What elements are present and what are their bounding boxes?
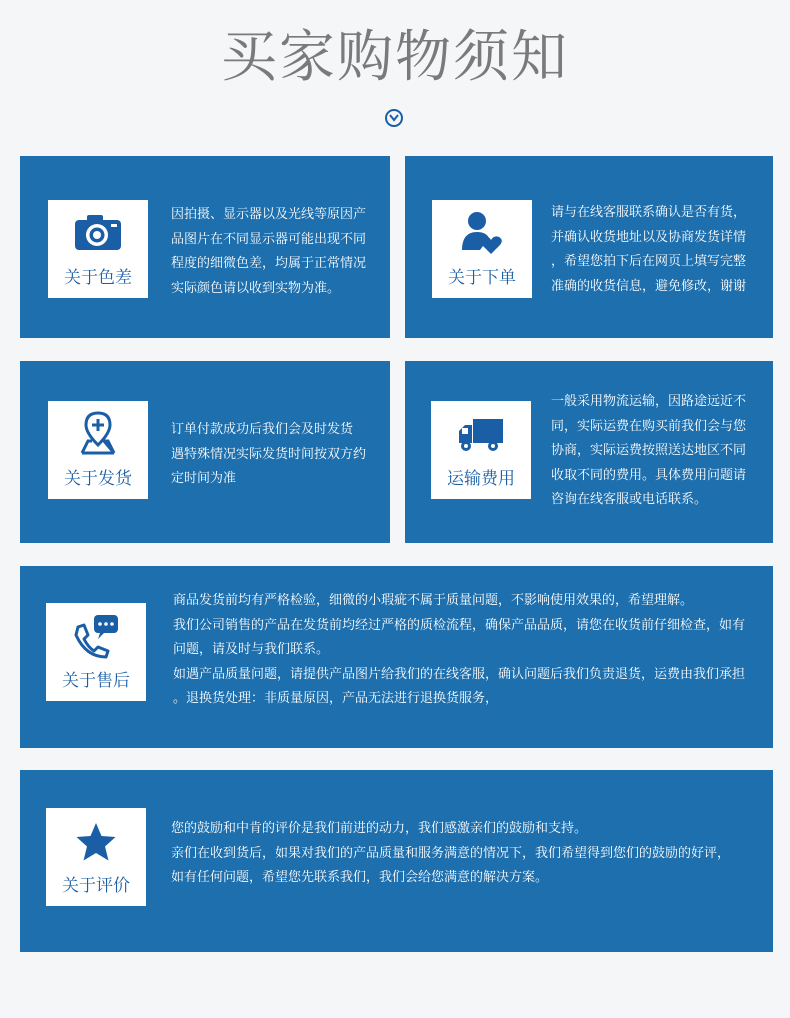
card-freight [405,361,773,543]
truck-icon [431,417,531,457]
phone-chat-icon [46,613,146,663]
text-line: 遇特殊情况实际发货时间按双方约 [171,446,367,462]
text-line: 亲们在收到货后，如果对我们的产品质量和服务满意的情况下，我们希望得到您们的鼓励的好评， [171,845,731,861]
card-label: 关于售后 [62,671,130,691]
text-line: 我们公司销售的产品在发货前均经过严格的质检流程，确保产品品质，请您在收货前仔细检查，如有 [173,617,746,633]
card-text [171,418,386,492]
chevron-down-circle-icon[interactable] [385,109,403,127]
text-line: 咨询在线客服或电话联系。 [551,492,708,507]
icon-box-color [48,200,148,298]
text-line: 订单付款成功后我们会及时发货 [171,422,354,437]
location-pin-icon [48,411,148,459]
card-text [173,589,768,712]
text-line: 并确认收货地址以及协商发货详情 [551,229,747,245]
card-text [551,201,766,299]
card-label: 关于发货 [64,469,132,489]
card-order [405,156,773,338]
page-title: 买家购物须知 [221,25,569,90]
card-label: 关于评价 [62,876,130,896]
card-shipping [20,361,390,543]
card-text [551,390,766,513]
text-line: ，希望您拍下后在网页上填写完整 [551,254,747,269]
card-after-sales [20,566,773,748]
text-line: 如有任何问题，希望您先联系我们，我们会给您满意的解决方案。 [171,870,549,885]
icon-box-review [46,808,146,906]
text-line: 定时间为准 [171,471,237,486]
camera-icon [48,212,148,256]
text-line: 协商，实际运费按照送达地区不同 [551,443,747,458]
text-line: 请与在线客服联系确认是否有货， [551,205,747,220]
icon-box-shipping [48,401,148,499]
text-line: 。退换货处理：非质量原因，产品无法进行退换货服务， [173,691,499,706]
icon-box-after-sales [46,603,146,701]
card-label: 运输费用 [447,469,515,489]
text-line: 因拍摄、显示器以及光线等原因产 [171,207,367,222]
text-line: 一般采用物流运输，因路途远近不 [551,394,747,409]
text-line: 实际颜色请以收到实物为准。 [171,280,341,296]
card-label: 关于下单 [448,268,516,288]
star-icon [46,822,146,866]
text-line: 您的鼓励和中肯的评价是我们前进的动力，我们感激亲们的鼓励和支持。 [171,821,588,836]
card-color-difference [20,156,390,338]
text-line: 商品发货前均有严格检验，细微的小瑕疵不属于质量问题，不影响使用效果的，希望理解。 [173,593,694,608]
user-heart-icon [432,210,532,260]
card-review [20,770,773,952]
text-line: 问题，请及时与我们联系。 [173,642,330,657]
text-line: 如遇产品质量问题，请提供产品图片给我们的在线客服，确认问题后我们负责退货，运费由我们承担 [173,666,746,682]
card-label: 关于色差 [64,268,132,288]
card-text [171,203,386,301]
icon-box-freight [431,401,531,499]
icon-box-order [432,200,532,298]
card-text [171,817,766,891]
text-line: 品图片在不同显示器可能出现不同 [171,231,367,247]
text-line: 收取不同的费用。具体费用问题请 [551,467,747,483]
text-line: 同，实际运费在购买前我们会与您 [551,418,747,434]
text-line: 程度的细微色差，均属于正常情况 [171,256,367,271]
text-line: 准确的收货信息，避免修改，谢谢 [551,278,747,294]
